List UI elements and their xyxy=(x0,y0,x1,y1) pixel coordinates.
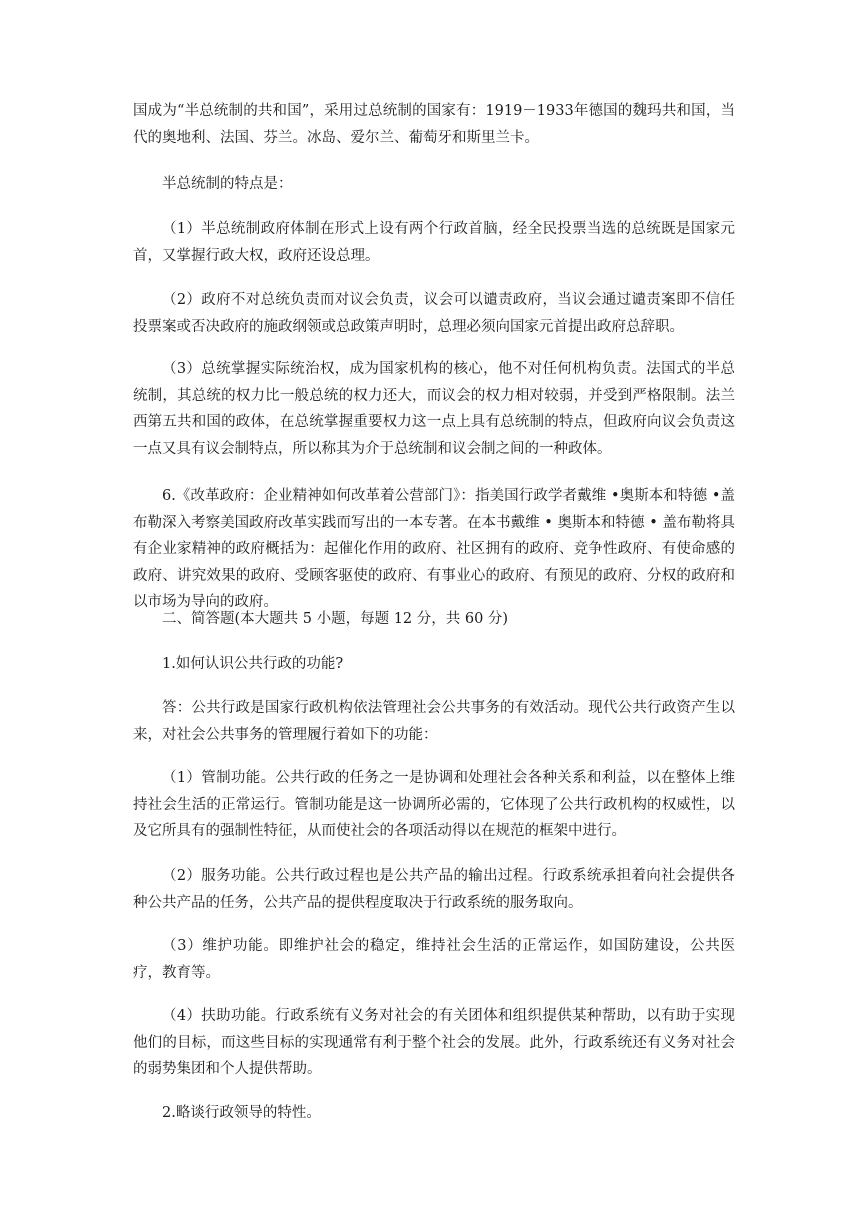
answer-function-1: （1）管制功能。公共行政的任务之一是协调和处理社会各种关系和利益，以在整体上维持社会生活的正常运行。管制功能是这一协调所必需的，它体现了公共行政机构的权威性，以及它所具有的强制性特征，从而使社会的各项活动得以在规范的框架中进行。 xyxy=(133,770,735,839)
answer-function-2: （2）服务功能。公共行政过程也是公共产品的输出过程。行政系统承担着向社会提供各种公共产品的任务，公共产品的提供程度取决于行政系统的服务取向。 xyxy=(133,868,735,911)
paragraph-item-6: 6.《改革政府：企业精神如何改革着公营部门》：指美国行政学者戴维 •奥斯本和特德 •盖布勒深入考察美国政府改革实践而写出的一本专著。在本书戴维 • 奥斯本和特德 • 盖布勒将具有企业家精神的政府概括为：起催化作用的政府、社区拥有的政府、竞争性政府、有使命感的政府、讲究效果的政府、受顾客驱使的政府、有事业心的政府、有预见的政府、分权的政府和以市场为导向的政府。 xyxy=(133,488,735,610)
answer-intro: 答：公共行政是国家行政机构依法管理社会公共事务的有效活动。现代公共行政资产生以来，对社会公共事务的管理履行着如下的功能： xyxy=(133,700,735,743)
paragraph-feature-3: （3）总统掌握实际统治权，成为国家机构的核心，他不对任何机构负责。法国式的半总统制，其总统的权力比一般总统的权力还大，而议会的权力相对较弱，并受到严格限制。法兰西第五共和国的政体，在总统掌握重要权力这一点上具有总统制的特点，但政府向议会负责这一点又具有议会制特点，所以称其为介于总统制和议会制之间的一种政体。 xyxy=(133,361,735,457)
paragraph-feature-2: （2）政府不对总统负责而对议会负责，议会可以谴责政府，当议会通过谴责案即不信任投票案或否决政府的施政纲领或总政策声明时，总理必须向国家元首提出政府总辞职。 xyxy=(133,292,735,335)
question-2: 2.略谈行政领导的特性。 xyxy=(162,1105,321,1121)
answer-function-3: （3）维护功能。即维护社会的稳定，维持社会生活的正常运作，如国防建设，公共医疗，教育等。 xyxy=(133,938,735,981)
paragraph-semi-presidential-heading: 半总统制的特点是： xyxy=(162,176,293,192)
section-heading-short-answer: 二、简答题(本大题共 5 小题，每题 12 分，共 60 分) xyxy=(162,611,509,627)
question-1: 1.如何认识公共行政的功能? xyxy=(162,656,344,672)
paragraph-feature-1: （1）半总统制政府体制在形式上设有两个行政首脑，经全民投票当选的总统既是国家元首，又掌握行政大权，政府还设总理。 xyxy=(133,221,735,264)
paragraph-continuation: 国成为“半总统制的共和国”，采用过总统制的国家有：1919－1933年德国的魏玛共和国，当代的奥地利、法国、芬兰。冰岛、爱尔兰、葡萄牙和斯里兰卡。 xyxy=(133,103,735,146)
answer-function-4: （4）扶助功能。行政系统有义务对社会的有关团体和组织提供某种帮助，以有助于实现他们的目标，而这些目标的实现通常有利于整个社会的发展。此外，行政系统还有义务对社会的弱势集团和个人提供帮助。 xyxy=(133,1008,735,1077)
